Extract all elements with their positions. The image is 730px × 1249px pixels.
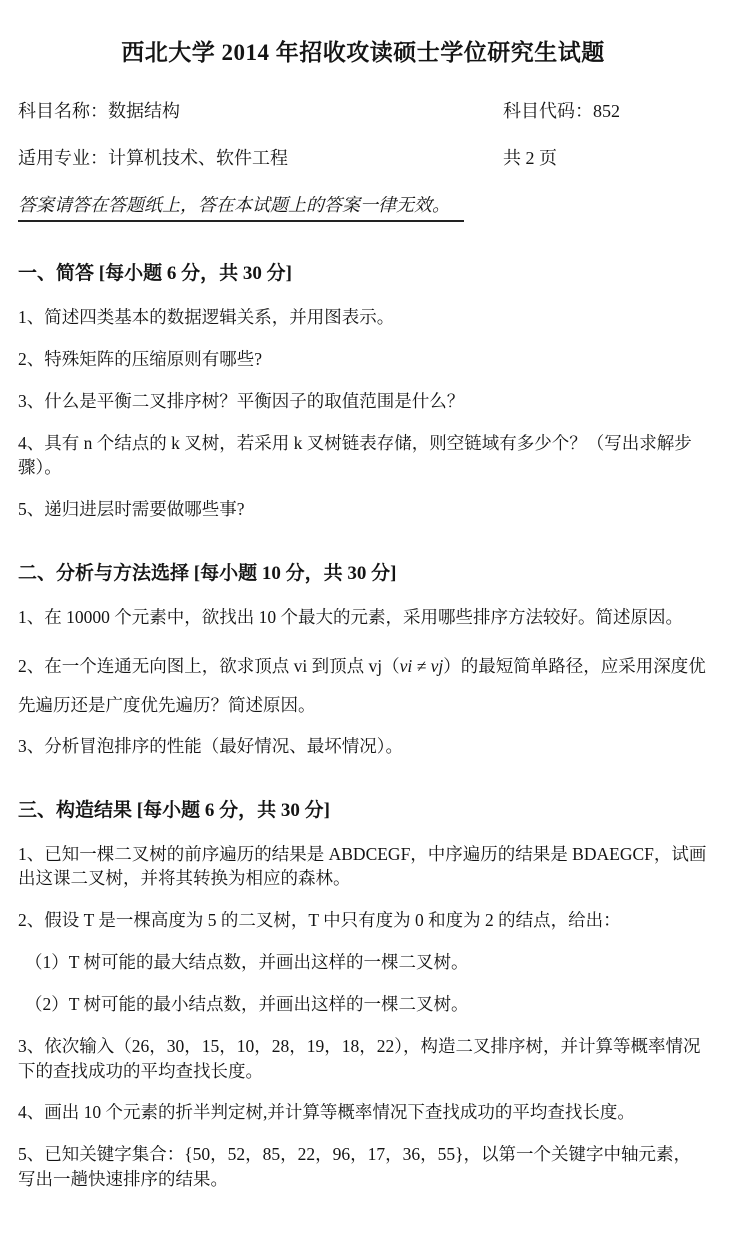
section-short-answer	[18, 258, 708, 522]
page-title: 西北大学 2014 年招收攻读硕士学位研究生试题	[121, 40, 605, 65]
meta-row-subject	[18, 97, 708, 123]
section3-question-5: 5、已知关键字集合：{50，52，85，22，96，17，36，55}，以第一个关键字中轴元素，写出一趟快速排序的结果。	[18, 1144, 692, 1190]
section2-question-2-before: 2、在一个连通无向图上，欲求顶点 vi 到顶点 vj（	[18, 655, 400, 676]
section3-question-4: 4、画出 10 个元素的折半判定树,并计算等概率情况下查找成功的平均查找长度。	[18, 1102, 635, 1123]
inequality-formula: vi ≠ vj	[399, 655, 444, 676]
section3-question-2-sub-1: （1）T 树可能的最大结点数，并画出这样的一棵二叉树。	[25, 952, 469, 973]
section2-question-2	[18, 647, 708, 726]
subject-name	[18, 97, 503, 123]
section3-question-1: 1、已知一棵二叉树的前序遍历的结果是 ABDCEGF，中序遍历的结果是 BDAEGCF，试画出这课二叉树，并将其转换为相应的森林。	[18, 843, 707, 889]
subject-code-label: 科目代码：	[503, 101, 593, 121]
section2-heading: 二、分析与方法选择 [每小题 10 分，共 30 分]	[18, 563, 397, 585]
page-count: 共 2 页	[503, 148, 557, 168]
section-analysis-method	[18, 558, 708, 758]
section1-heading: 一、简答 [每小题 6 分，共 30 分]	[18, 263, 292, 284]
section2-question-2-after: ）的最短简单路径，应采用深度优先遍历还是广度优先遍历？简述原因。	[18, 655, 706, 716]
answer-notice	[18, 191, 708, 222]
section2-question-1: 1、在 10000 个元素中，欲找出 10 个最大的元素，采用哪些排序方法较好。简述原因。	[18, 607, 683, 628]
section3-question-3: 3、依次输入（26，30，15，10，28，19，18，22），构造二叉排序树，并计算等概率情况下的查找成功的平均查找长度。	[18, 1035, 701, 1081]
section1-question-5: 5、递归进层时需要做哪些事?	[18, 499, 245, 520]
subject-name-value: 数据结构	[108, 101, 180, 121]
subject-name-label: 科目名称：	[18, 101, 108, 121]
section3-question-2-sub-2: （2）T 树可能的最小结点数，并画出这样的一棵二叉树。	[25, 993, 469, 1014]
section3-heading: 三、构造结果 [每小题 6 分，共 30 分]	[18, 799, 330, 821]
section3-question-2: 2、假设 T 是一棵高度为 5 的二叉树，T 中只有度为 0 和度为 2 的结点，给出：	[18, 910, 621, 931]
section1-question-1: 1、简述四类基本的数据逻辑关系，并用图表示。	[18, 307, 395, 327]
subject-code	[503, 97, 708, 123]
applicable-major	[18, 144, 503, 170]
meta-row-major	[18, 144, 708, 170]
section2-question-3: 3、分析冒泡排序的性能（最好情况、最坏情况）。	[18, 735, 403, 756]
applicable-major-label: 适用专业：	[18, 148, 108, 168]
section-construct-result	[18, 795, 708, 1192]
section1-question-4: 4、具有 n 个结点的 k 叉树，若采用 k 叉树链表存储，则空链域有多少个？（写出求解步骤）。	[18, 432, 692, 478]
subject-code-value: 852	[593, 101, 620, 121]
section1-question-3: 3、什么是平衡二叉排序树？平衡因子的取值范围是什么？	[18, 390, 465, 411]
applicable-major-value: 计算机技术、软件工程	[108, 148, 288, 168]
answer-notice-text: 答案请答在答题纸上，答在本试题上的答案一律无效。	[18, 191, 464, 222]
section1-question-2: 2、特殊矩阵的压缩原则有哪些?	[18, 348, 263, 369]
